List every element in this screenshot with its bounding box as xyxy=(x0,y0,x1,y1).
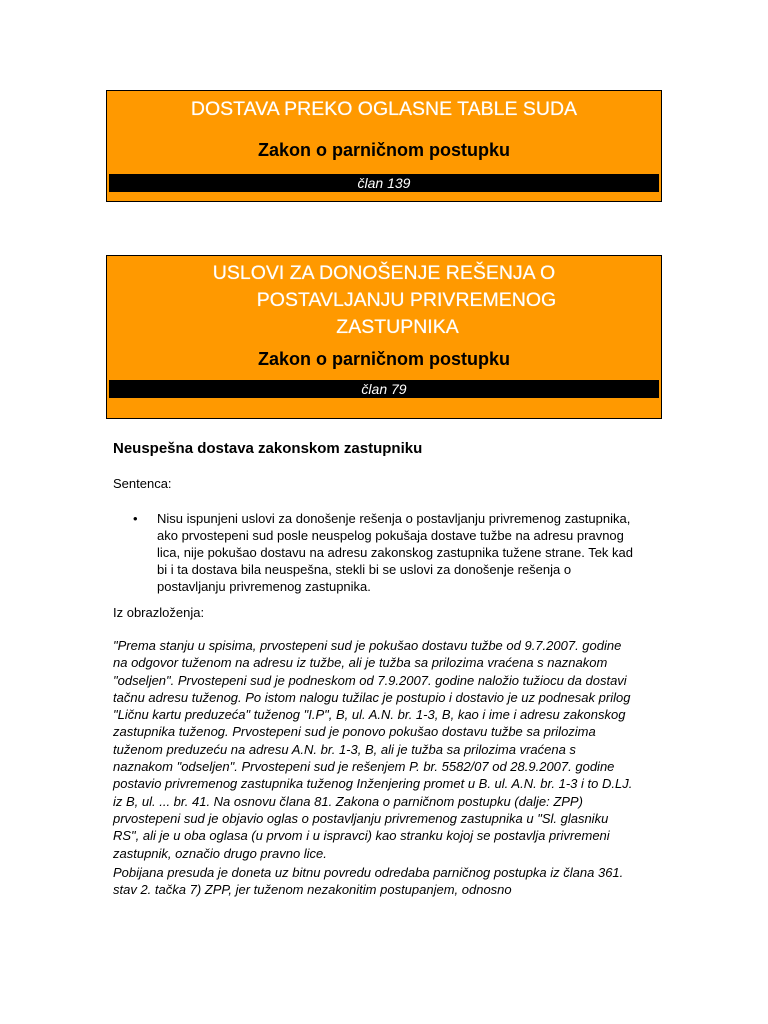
obrazlozenje-label: Iz obrazloženja: xyxy=(113,605,205,620)
box-law-subtitle: Zakon o parničnom postupku xyxy=(257,349,510,369)
header-box-dostava xyxy=(106,90,662,202)
header-box-uslovi xyxy=(106,255,662,419)
obrazlozenje-paragraph-1: "Prema stanju u spisima, prvostepeni sud je pokušao dostavu tužbe od 9.7.2007. godine na odgovor tuženom na adresu iz tužbe, ali je tužba sa prilozima vraćena s naznakom "odseljen". Prvostepeni sud je podneskom od 7.9.2007. godine naložio tužiocu da dostavi tačnu adresu tuženog. Po istom nalogu tužilac je postupio i dostavio je uz podnesak prilog "Ličnu kartu preduzeća" tuženog "I.P", B, ul. A.N. br. 1-3, B, kao i ime i adresu zakonskog zastupnika tuženog. Prvostepeni sud je ponovo pokušao dostavu tužbe sa prilozima tuženom preduzeću na adresu A.N. br. 1-3, B, ali je tužba sa prilozima vraćena s naznakom "odseljen". Prvostepeni sud je rešenjem P. br. 5582/07 od 28.9.2007. godine postavio privremenog zastupnika tuženog Inženjering promet u B. ul. A.N. br. 1-3 i to D.LJ. iz B, ul. ... br. 41. Na osnovu člana 81. Zakona o parničnom postupku (dalje: ZPP) prvostepeni sud je objavio oglas o postavljanju privremenog zastupnika u "Sl. glasniku RS", ali je u oba oglasa (u prvom i u ispravci) kao stranku kojoj se postavlja privremeni zastupnik, označio drugo pravno lice. xyxy=(113,638,633,861)
list-item xyxy=(133,510,634,595)
obrazlozenje-paragraph-2: Pobijana presuda je doneta uz bitnu povredu odredaba parničnog postupka iz člana 361. stav 2. tačka 7) ZPP, jer tuženom nezakonitim postupanjem, odnosno xyxy=(113,865,624,898)
box-title-line-3: ZASTUPNIKA xyxy=(336,316,459,338)
box-law-subtitle: Zakon o parničnom postupku xyxy=(257,140,510,160)
box-title xyxy=(109,258,659,341)
box-title-line-2: POSTAVLJANJU PRIVREMENOG xyxy=(256,289,557,311)
bullet-icon: • xyxy=(133,511,138,526)
sentenca-list xyxy=(113,510,633,595)
box-title-line-1: USLOVI ZA DONOŠENJE REŠENJA O xyxy=(212,262,556,284)
article-bar: član 139 xyxy=(109,174,659,192)
article-bar: član 79 xyxy=(109,380,659,398)
box-title: DOSTAVA PREKO OGLASNE TABLE SUDA xyxy=(190,98,578,120)
sentenca-label: Sentenca: xyxy=(113,476,172,491)
sentenca-text: Nisu ispunjeni uslovi za donošenje rešenja o postavljanju privremenog zastupnika, ako prvostepeni sud posle neuspelog pokušaja dostave tužbe na adresu pravnog lica, nije pokušao dostavu na adresu zakonskog zastupnika tužene strane. Tek kad bi i ta dostava bila neuspešna, stekli bi se uslovi za donošenje rešenja o postavljanju privremenog zastupnika. xyxy=(157,511,634,594)
section-heading: Neuspešna dostava zakonskom zastupniku xyxy=(113,440,423,457)
